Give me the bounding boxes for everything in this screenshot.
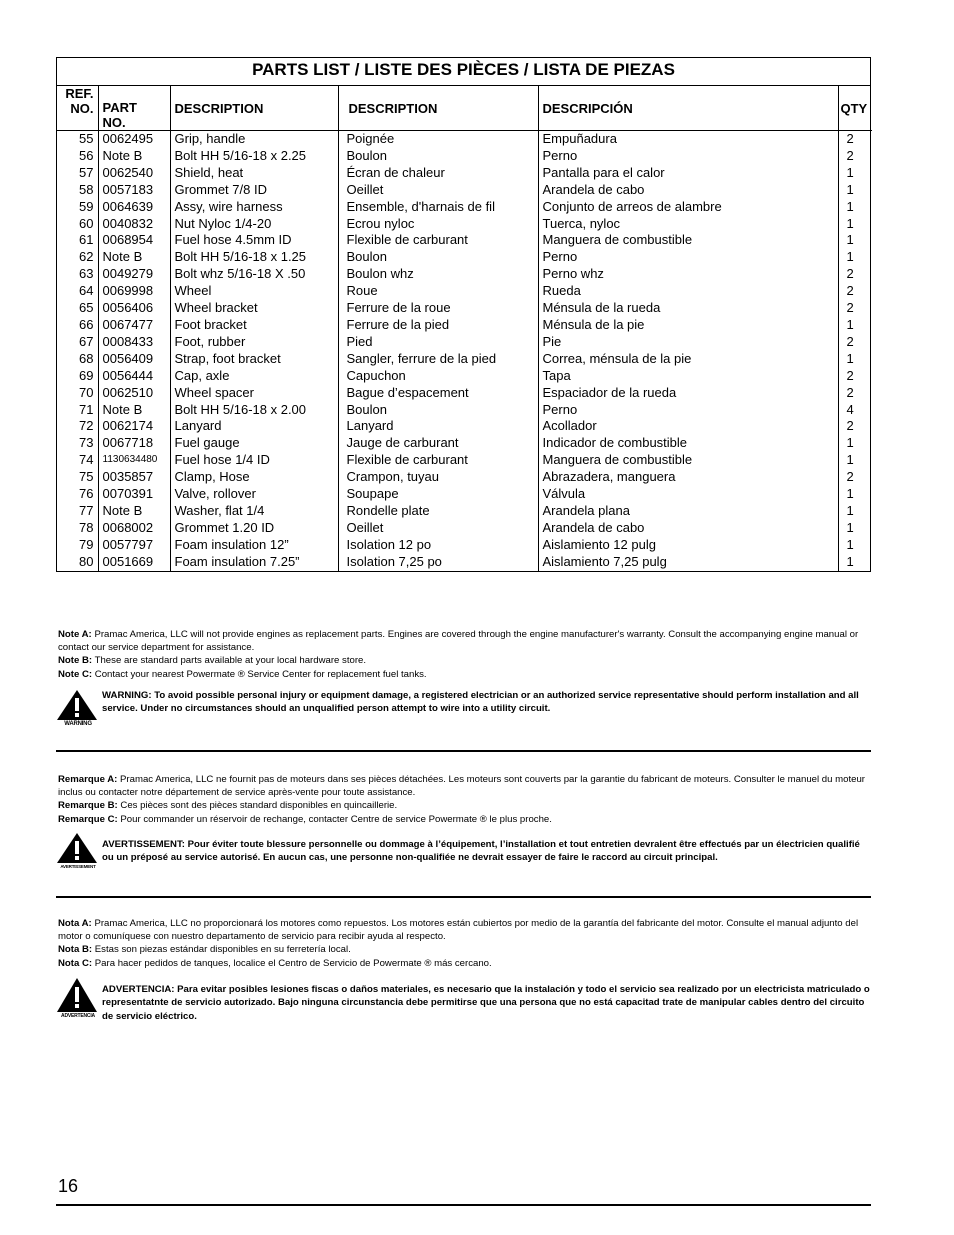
footer-rule <box>56 1204 871 1206</box>
description-fr-cell: Jauge de carburant <box>338 435 538 452</box>
description-es-cell: Espaciador de la rueda <box>538 385 838 402</box>
part-no-cell: 1130634480 <box>98 452 170 469</box>
description-fr-cell: Capuchon <box>338 368 538 385</box>
description-fr-cell: Boulon <box>338 249 538 266</box>
part-no-cell: 0062510 <box>98 385 170 402</box>
qty-cell: 2 <box>838 266 872 283</box>
qty-cell: 1 <box>838 199 872 216</box>
qty-cell: 2 <box>838 334 872 351</box>
description-en-cell: Grip, handle <box>170 131 338 148</box>
table-row <box>57 334 872 351</box>
description-en-cell: Fuel hose 1/4 ID <box>170 452 338 469</box>
qty-cell: 1 <box>838 232 872 249</box>
description-en-cell: Clamp, Hose <box>170 469 338 486</box>
table-row <box>57 148 872 165</box>
description-es-cell: Pantalla para el calor <box>538 165 838 182</box>
qty-cell: 2 <box>838 300 872 317</box>
description-es-cell: Pie <box>538 334 838 351</box>
table-row <box>57 165 872 182</box>
description-es-cell: Perno <box>538 148 838 165</box>
table-row <box>57 520 872 537</box>
qty-cell: 1 <box>838 503 872 520</box>
description-en-cell: Shield, heat <box>170 165 338 182</box>
table-row <box>57 418 872 435</box>
qty-cell: 1 <box>838 486 872 503</box>
header-description-es: DESCRIPCIÓN <box>538 86 838 131</box>
qty-cell: 2 <box>838 418 872 435</box>
ref-cell: 62 <box>79 249 94 265</box>
ref-cell: 74 <box>79 452 94 468</box>
description-fr-cell: Boulon whz <box>338 266 538 283</box>
description-en-cell: Foam insulation 12” <box>170 537 338 554</box>
description-en-cell: Washer, flat 1/4 <box>170 503 338 520</box>
part-no-cell: 0070391 <box>98 486 170 503</box>
part-no-cell: 0056409 <box>98 351 170 368</box>
table-row <box>57 435 872 452</box>
description-es-cell: Arandela de cabo <box>538 520 838 537</box>
description-es-cell: Aislamiento 12 pulg <box>538 537 838 554</box>
ref-cell: 80 <box>79 553 94 569</box>
ref-cell: 75 <box>79 469 94 485</box>
qty-cell: 1 <box>838 351 872 368</box>
description-es-cell: Aislamiento 7,25 pulg <box>538 554 838 571</box>
qty-cell: 1 <box>838 182 872 199</box>
description-fr-cell: Crampon, tuyau <box>338 469 538 486</box>
description-es-cell: Tapa <box>538 368 838 385</box>
description-en-cell: Nut Nyloc 1/4-20 <box>170 216 338 233</box>
spanish-notes <box>58 917 872 970</box>
nota-b: Nota B: Estas son piezas estándar disponibles en su ferretería local. <box>58 944 351 956</box>
qty-cell: 1 <box>838 452 872 469</box>
qty-cell: 4 <box>838 402 872 419</box>
part-no-cell: Note B <box>98 249 170 266</box>
description-en-cell: Fuel hose 4.5mm ID <box>170 232 338 249</box>
part-no-cell: 0056406 <box>98 300 170 317</box>
description-en-cell: Grommet 1.20 ID <box>170 520 338 537</box>
ref-cell: 61 <box>79 232 94 248</box>
description-en-cell: Bolt HH 5/16-18 x 2.00 <box>170 402 338 419</box>
ref-cell: 55 <box>79 131 94 146</box>
header-description-fr: DESCRIPTION <box>338 86 538 131</box>
description-en-cell: Fuel gauge <box>170 435 338 452</box>
description-fr-cell: Bague d’espacement <box>338 385 538 402</box>
divider <box>56 896 871 898</box>
description-fr-cell: Lanyard <box>338 418 538 435</box>
nota-c: Nota C: Para hacer pedidos de tanques, localice el Centro de Servicio de Powermate ® más cercano. <box>58 957 492 969</box>
description-en-cell: Valve, rollover <box>170 486 338 503</box>
part-no-cell: 0051669 <box>98 554 170 571</box>
header-ref-no: REF. NO. <box>57 86 98 131</box>
divider <box>56 750 871 752</box>
ref-cell: 78 <box>79 519 94 535</box>
table-row <box>57 351 872 368</box>
remarque-c: Remarque C: Pour commander un réservoir de rechange, contacter Centre de service Powermate ® le plus proche. <box>58 813 552 825</box>
parts-body <box>57 131 872 571</box>
description-en-cell: Bolt HH 5/16-18 x 1.25 <box>170 249 338 266</box>
header-row <box>57 86 872 131</box>
part-no-cell: Note B <box>98 503 170 520</box>
table-row <box>57 402 872 419</box>
ref-cell: 65 <box>79 300 94 316</box>
description-en-cell: Foot bracket <box>170 317 338 334</box>
description-es-cell: Acollador <box>538 418 838 435</box>
description-fr-cell: Ferrure de la pied <box>338 317 538 334</box>
part-no-cell: 0049279 <box>98 266 170 283</box>
part-no-cell: 0064639 <box>98 199 170 216</box>
qty-cell: 1 <box>838 165 872 182</box>
qty-cell: 1 <box>838 520 872 537</box>
description-en-cell: Grommet 7/8 ID <box>170 182 338 199</box>
table-row <box>57 368 872 385</box>
warning-text: WARNING: To avoid possible personal injury or equipment damage, a registered electrician or an authorized service representative should perform installation and all service. Under no circumstances should an unqualified person attempt to wire into a utility circuit. <box>102 690 859 715</box>
page-number: 16 <box>58 1176 79 1196</box>
advertencia-text: ADVERTENCIA: Para evitar posibles lesiones fiscas o daños materiales, es necesario que la instalación y todo el servicio sea realizado por un electricista matriculado o representatnte de servicio autorizado. Bajo ninguna circunstancia debe permitirse que una persona que no está capacitad trate de manipular cables dentro del circuito de servicio eléctrico. <box>102 984 870 1022</box>
qty-cell: 2 <box>838 368 872 385</box>
description-fr-cell: Ecrou nyloc <box>338 216 538 233</box>
description-es-cell: Válvula <box>538 486 838 503</box>
header-qty: QTY <box>838 86 872 131</box>
table-row <box>57 232 872 249</box>
description-es-cell: Arandela plana <box>538 503 838 520</box>
qty-cell: 2 <box>838 283 872 300</box>
description-fr-cell: Flexible de carburant <box>338 232 538 249</box>
part-no-cell: 0068954 <box>98 232 170 249</box>
qty-cell: 1 <box>838 435 872 452</box>
part-no-cell: Note B <box>98 148 170 165</box>
ref-cell: 60 <box>79 215 94 231</box>
description-fr-cell: Oeillet <box>338 520 538 537</box>
ref-cell: 72 <box>79 418 94 434</box>
description-en-cell: Bolt HH 5/16-18 x 2.25 <box>170 148 338 165</box>
description-es-cell: Perno <box>538 249 838 266</box>
parts-grid <box>57 86 872 571</box>
qty-cell: 2 <box>838 148 872 165</box>
description-fr-cell: Poignée <box>338 131 538 148</box>
description-en-cell: Wheel spacer <box>170 385 338 402</box>
part-no-cell: Note B <box>98 402 170 419</box>
ref-cell: 64 <box>79 283 94 299</box>
ref-cell: 57 <box>79 164 94 180</box>
ref-cell: 76 <box>79 486 94 502</box>
description-fr-cell: Isolation 12 po <box>338 537 538 554</box>
header-part-no: PART NO. <box>98 86 170 131</box>
description-fr-cell: Oeillet <box>338 182 538 199</box>
description-fr-cell: Roue <box>338 283 538 300</box>
qty-cell: 2 <box>838 131 872 148</box>
note-b: Note B: These are standard parts available at your local hardware store. <box>58 655 367 667</box>
table-title: PARTS LIST / LISTE DES PIÈCES / LISTA DE PIEZAS <box>57 58 870 86</box>
part-no-cell: 0040832 <box>98 216 170 233</box>
description-en-cell: Lanyard <box>170 418 338 435</box>
description-es-cell: Abrazadera, manguera <box>538 469 838 486</box>
table-row <box>57 249 872 266</box>
ref-cell: 59 <box>79 198 94 214</box>
qty-cell: 2 <box>838 469 872 486</box>
part-no-cell: 0067718 <box>98 435 170 452</box>
english-notes <box>58 628 872 681</box>
qty-cell: 1 <box>838 317 872 334</box>
table-row <box>57 537 872 554</box>
description-fr-cell: Soupape <box>338 486 538 503</box>
description-fr-cell: Rondelle plate <box>338 503 538 520</box>
part-no-cell: 0056444 <box>98 368 170 385</box>
description-fr-cell: Isolation 7,25 po <box>338 554 538 571</box>
table-row <box>57 317 872 334</box>
part-no-cell: 0035857 <box>98 469 170 486</box>
description-en-cell: Foam insulation 7.25” <box>170 554 338 571</box>
description-es-cell: Correa, ménsula de la pie <box>538 351 838 368</box>
part-no-cell: 0062540 <box>98 165 170 182</box>
description-es-cell: Perno whz <box>538 266 838 283</box>
qty-cell: 1 <box>838 216 872 233</box>
description-fr-cell: Écran de chaleur <box>338 165 538 182</box>
ref-cell: 77 <box>79 502 94 518</box>
qty-cell: 1 <box>838 249 872 266</box>
description-es-cell: Ménsula de la pie <box>538 317 838 334</box>
ref-cell: 71 <box>79 401 94 417</box>
part-no-cell: 0008433 <box>98 334 170 351</box>
description-es-cell: Indicador de combustible <box>538 435 838 452</box>
ref-cell: 79 <box>79 536 94 552</box>
description-es-cell: Ménsula de la rueda <box>538 300 838 317</box>
description-en-cell: Bolt whz 5/16-18 X .50 <box>170 266 338 283</box>
description-fr-cell: Boulon <box>338 148 538 165</box>
part-no-cell: 0068002 <box>98 520 170 537</box>
remarque-a: Remarque A: Pramac America, LLC ne fournit pas de moteurs dans ses pièces détachées. Les moteurs sont couverts par la garantie du fabricant de moteurs. Consulter le manuel du moteur inclus ou contacter notre département de service après-vente pour toute assistance. <box>58 774 866 799</box>
table-row <box>57 300 872 317</box>
ref-cell: 58 <box>79 181 94 197</box>
ref-cell: 73 <box>79 435 94 451</box>
remarque-b: Remarque B: Ces pièces sont des pièces standard disponibles en quincaillerie. <box>58 800 398 812</box>
ref-cell: 70 <box>79 384 94 400</box>
description-fr-cell: Ensemble, d'harnais de fil <box>338 199 538 216</box>
description-en-cell: Cap, axle <box>170 368 338 385</box>
description-es-cell: Arandela de cabo <box>538 182 838 199</box>
table-row <box>57 554 872 571</box>
description-en-cell: Strap, foot bracket <box>170 351 338 368</box>
avertissement-text: AVERTISSEMENT: Pour éviter toute blessure personnelle ou dommage à l’équipement, l’installation et tout entretien devralent être effectués par un électricien qualifié ou un préposé au service autorisé. En aucun cas, une personne non-qualifiée ne devrait essayer de faire le raccord au circuit principal. <box>102 839 860 864</box>
warning-icon: ADVERTENCIA <box>56 977 98 1019</box>
table-row <box>57 131 872 148</box>
description-fr-cell: Ferrure de la roue <box>338 300 538 317</box>
description-en-cell: Wheel bracket <box>170 300 338 317</box>
description-en-cell: Wheel <box>170 283 338 300</box>
table-row <box>57 216 872 233</box>
description-es-cell: Perno <box>538 402 838 419</box>
part-no-cell: 0057797 <box>98 537 170 554</box>
table-row <box>57 199 872 216</box>
description-es-cell: Rueda <box>538 283 838 300</box>
note-a: Note A: Pramac America, LLC will not provide engines as replacement parts. Engines are covered through the engine manufacturer's warranty. Consult the accompanying engine manual or contact our service department for assistance. <box>58 629 859 654</box>
description-es-cell: Empuñadura <box>538 131 838 148</box>
table-row <box>57 283 872 300</box>
qty-cell: 1 <box>838 554 872 571</box>
table-row <box>57 503 872 520</box>
nota-a: Nota A: Pramac America, LLC no proporcionará los motores como repuestos. Los motores están cubiertos por medio de la garantía del fabricante del motor. Consulte el manual adjunto del motor o comuníquese con nuestro departamento de servicio para recibir ayuda al respecto. <box>58 918 859 943</box>
table-row <box>57 469 872 486</box>
description-es-cell: Manguera de combustible <box>538 232 838 249</box>
ref-cell: 56 <box>79 147 94 163</box>
parts-list-table <box>56 57 871 572</box>
part-no-cell: 0062174 <box>98 418 170 435</box>
description-fr-cell: Sangler, ferrure de la pied <box>338 351 538 368</box>
ref-cell: 67 <box>79 333 94 349</box>
ref-cell: 69 <box>79 367 94 383</box>
description-fr-cell: Flexible de carburant <box>338 452 538 469</box>
part-no-cell: 0067477 <box>98 317 170 334</box>
table-row <box>57 452 872 469</box>
header-description-en: DESCRIPTION <box>170 86 338 131</box>
qty-cell: 1 <box>838 537 872 554</box>
description-en-cell: Foot, rubber <box>170 334 338 351</box>
description-es-cell: Tuerca, nyloc <box>538 216 838 233</box>
warning-icon: WARNING <box>56 689 98 727</box>
part-no-cell: 0062495 <box>98 131 170 148</box>
description-fr-cell: Pied <box>338 334 538 351</box>
qty-cell: 2 <box>838 385 872 402</box>
ref-cell: 66 <box>79 316 94 332</box>
part-no-cell: 0069998 <box>98 283 170 300</box>
table-row <box>57 486 872 503</box>
description-es-cell: Conjunto de arreos de alambre <box>538 199 838 216</box>
ref-cell: 63 <box>79 266 94 282</box>
warning-icon: AVERTISSEMENT <box>56 832 98 869</box>
description-es-cell: Manguera de combustible <box>538 452 838 469</box>
part-no-cell: 0057183 <box>98 182 170 199</box>
table-row <box>57 182 872 199</box>
description-en-cell: Assy, wire harness <box>170 199 338 216</box>
french-notes <box>58 773 872 826</box>
table-row <box>57 385 872 402</box>
description-fr-cell: Boulon <box>338 402 538 419</box>
table-row <box>57 266 872 283</box>
ref-cell: 68 <box>79 350 94 366</box>
note-c: Note C: Contact your nearest Powermate ® Service Center for replacement fuel tanks. <box>58 668 427 680</box>
